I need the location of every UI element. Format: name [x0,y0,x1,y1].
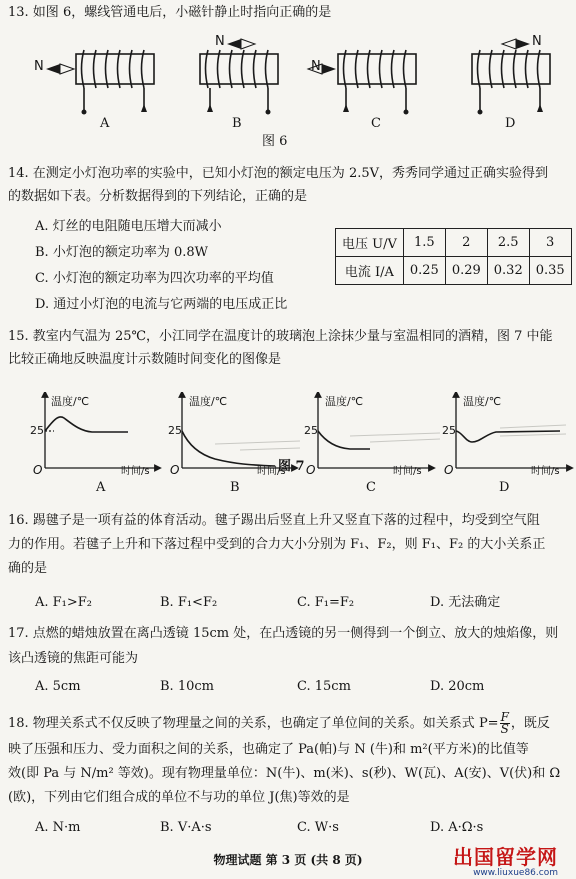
graph-d-tick-25: 25 [442,424,456,437]
graph-a-xlabel: 时间/s [121,466,150,477]
q14-line2: 的数据如下表。分析数据得到的下列结论，正确的是 [8,189,308,204]
solenoid-a-coil [82,50,145,88]
needle-a-north [46,64,60,74]
q17-line2: 该凸透镜的焦距可能为 [8,651,139,666]
q13-option-a: A [100,116,110,131]
table-cell: 3 [529,229,571,257]
q18-option-d: D. A·Ω·s [430,820,484,835]
q18-line4: (欧)，下列由它们组合成的单位不与功的单位 J(焦)等效的是 [8,790,350,805]
q18-line2: 映了压强和压力、受力面积之间的关系，也确定了 Pa(帕)与 N (牛)和 m²(平方米)的比值等 [8,742,529,757]
q16-option-d: D. 无法确定 [430,595,501,610]
needle-c-n-label: N [311,59,321,74]
graph-c-ylabel: 温度/℃ [325,395,364,408]
graph-a-curve [45,417,128,432]
q18-line1-end: ，既反 [510,716,550,731]
graph-c-curve [318,431,370,449]
q18-fraction-numerator: F [500,710,509,724]
solenoid-b-coil [206,50,269,88]
q13-text: 13. 如图 6，螺线管通电后，小磁针静止时指向正确的是 [8,5,332,20]
graph-c-tick-25: 25 [304,424,318,437]
page-footer: 物理试题 第 3 页 (共 8 页) [213,853,363,867]
q16-option-b: B. F₁<F₂ [160,595,218,610]
q18-option-c: C. W·s [297,820,339,835]
needle-b-n-label: N [215,34,225,49]
q13-option-b: B [232,116,242,131]
figure-7-caption: 图 7 [278,459,305,474]
graph-b-ylabel: 温度/℃ [189,395,228,408]
q16-line1: 16. 踢毽子是一项有益的体育活动。毽子踢出后竖直上升又竖直下落的过程中，均受到空气阻 [8,513,540,528]
table-cell: 0.25 [403,257,445,285]
q18-option-a: A. N·m [35,820,81,835]
q15-option-a: A [96,480,106,495]
q17-line1: 17. 点燃的蜡烛放置在离凸透镜 15cm 处，在凸透镜的另一侧得到一个倒立、放大的烛焰像，则 [8,626,559,641]
table-row-voltage [336,229,572,257]
graph-c-origin: O [306,463,316,477]
graph-d-ylabel: 温度/℃ [463,395,502,408]
table-cell: 0.29 [445,257,487,285]
solenoid-d-coil [478,50,541,88]
table-cell: 2 [445,229,487,257]
q15-line1: 15. 教室内气温为 25℃，小江同学在温度计的玻璃泡上涂抹少量与室温相同的酒精，图 7 中能 [8,329,553,344]
table-row-label: 电流 I/A [336,257,404,285]
graph-b-tick-25: 25 [168,424,182,437]
needle-d-north [516,39,530,49]
watermark-logo [453,841,558,878]
table-cell: 0.32 [487,257,529,285]
q18-fraction-denominator: S [500,722,509,736]
graph-b-curve [182,431,275,466]
q17-option-b: B. 10cm [160,679,214,694]
watermark-url: www.liuxue86.com [473,868,558,878]
graph-b-xlabel: 时间/s [257,466,286,477]
table-cell: 0.35 [529,257,571,285]
q18-line1 [8,712,550,735]
q18-line3: 效(即 Pa 与 N/m² 等效)。现有物理量单位：N(牛)、m(米)、s(秒)、W(瓦)、A(安)、V(伏)和 Ω [8,766,561,781]
graph-a-origin: O [33,463,43,477]
q15-option-b: B [230,480,240,495]
table-cell: 1.5 [403,229,445,257]
q16-option-a: A. F₁>F₂ [35,595,93,610]
graph-d-curve [456,431,560,442]
q18-line1-start: 18. 物理关系式不仅反映了物理量之间的关系，也确定了单位间的关系。如关系式 P= [8,716,499,731]
figure-6-solenoids [0,24,576,150]
scan-noise [215,425,566,450]
q14-data-table [335,228,572,285]
q13-option-d: D [505,116,516,131]
graph-a-tick-25: 25 [30,424,44,437]
graph-b-origin: O [170,463,180,477]
needle-c-north [322,64,336,74]
figure-6-caption: 图 6 [262,134,288,149]
q17-option-c: C. 15cm [297,679,351,694]
needle-a-n-label: N [34,59,44,74]
q15-option-d: D [499,480,510,495]
q16-line2: 力的作用。若毽子上升和下落过程中受到的合力大小分别为 F₁、F₂，则 F₁、F₂ 的大小关系正 [8,537,546,552]
q15-line2: 比较正确地反映温度计示数随时间变化的图像是 [8,352,282,367]
solenoid-c-coil [344,50,407,88]
q13-option-c: C [371,116,381,131]
q14-option-a: A. 灯丝的电阻随电压增大而减小 [35,219,222,234]
q16-option-c: C. F₁=F₂ [297,595,355,610]
q16-line3: 确的是 [8,561,48,576]
table-row-current [336,257,572,285]
watermark-name: 出国留学网 [453,845,558,869]
table-cell: 2.5 [487,229,529,257]
graph-a-ylabel: 温度/℃ [51,395,90,408]
q14-option-d: D. 通过小灯泡的电流与它两端的电压成正比 [35,297,288,312]
needle-d-n-label: N [532,34,542,49]
graph-d-xlabel: 时间/s [531,466,560,477]
table-row-label: 电压 U/V [336,229,404,257]
graph-c-xlabel: 时间/s [393,466,422,477]
q17-option-d: D. 20cm [430,679,485,694]
q17-option-a: A. 5cm [35,679,81,694]
q18-option-b: B. V·A·s [160,820,212,835]
q18-fraction [500,712,510,735]
needle-b-north [227,39,241,49]
q14-option-b: B. 小灯泡的额定功率为 0.8W [35,245,208,260]
graph-d-origin: O [444,463,454,477]
q14-option-c: C. 小灯泡的额定功率为四次功率的平均值 [35,271,274,286]
q15-option-c: C [366,480,376,495]
q14-line1: 14. 在测定小灯泡功率的实验中，已知小灯泡的额定电压为 2.5V，秀秀同学通过正确实验得到 [8,166,549,181]
